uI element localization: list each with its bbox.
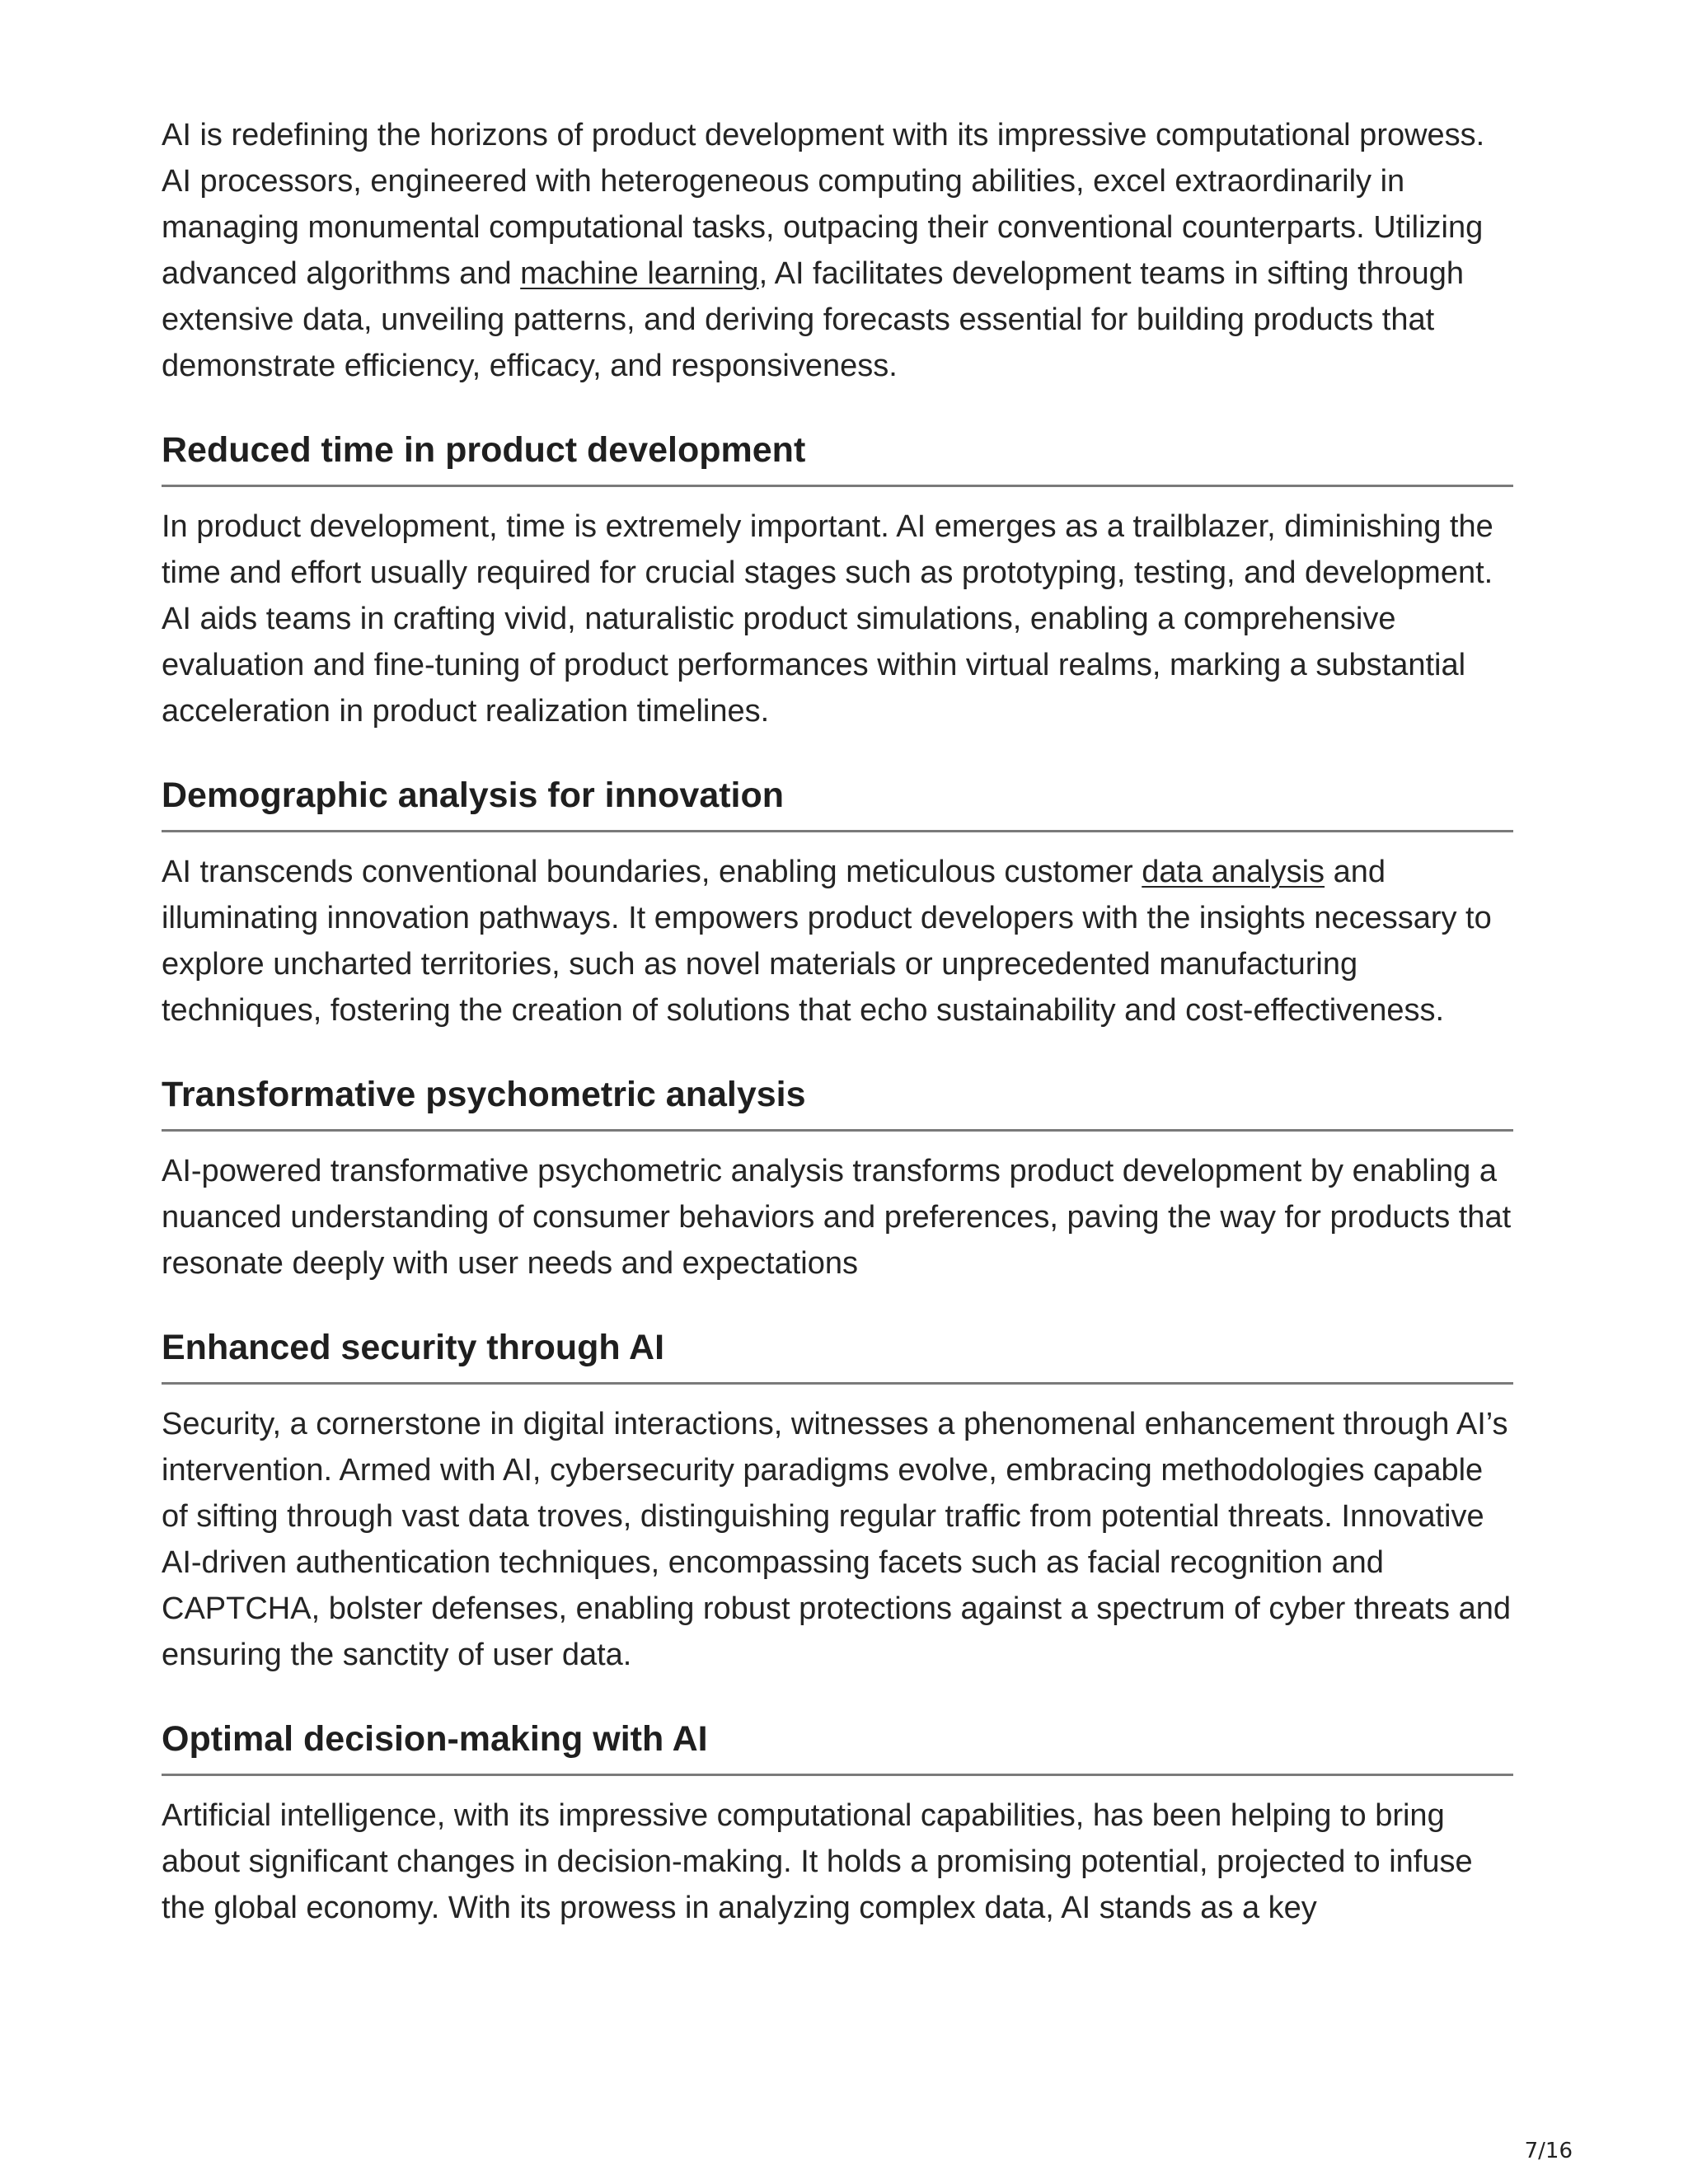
intro-text-end: , AI facilitates development teams in sifting through extensive data, unveiling patterns, and deriving forecasts essential for building products that demonstrate efficiency, efficacy, and responsiveness.: [162, 256, 1465, 383]
section-paragraph: Security, a cornerstone in digital interactions, witnesses a phenomenal enhancement through AI’s intervention. Armed with AI, cybersecurity paradigms evolve, embracing methodologies capable of sifting through vast data troves, distinguishing regular traffic from potential threats. Innovative AI-driven authentication techniques, encompassing facets such as facial recognition and CAPTCHA, bolster defenses, enabling robust protections against a spectrum of cyber threats and ensuring the sanctity of user data.: [162, 1407, 1511, 1672]
section-demographic-analysis: [162, 774, 1513, 1033]
section-heading: Enhanced security through AI: [162, 1326, 1513, 1385]
section-enhanced-security: [162, 1326, 1513, 1678]
section-paragraph: AI-powered transformative psychometric analysis transforms product development by enabling a nuanced understanding of consumer behaviors and preferences, paving the way for products that resonate deeply with user needs and expectations: [162, 1154, 1512, 1281]
intro-paragraph: [162, 112, 1513, 389]
section-heading: Demographic analysis for innovation: [162, 774, 1513, 832]
section-decision-making: [162, 1718, 1513, 1931]
section-reduced-time: [162, 429, 1513, 734]
section-paragraph: In product development, time is extremely important. AI emerges as a trailblazer, diminishing the time and effort usually required for crucial stages such as prototyping, testing, and development. AI aids teams in crafting vivid, naturalistic product simulations, enabling a comprehensive evaluation and fine-tuning of product performances within virtual realms, marking a substantial acceleration in product realization timelines.: [162, 509, 1493, 729]
article-content: [162, 112, 1513, 1931]
machine-learning-link[interactable]: machine learning: [520, 256, 759, 291]
section-heading: Optimal decision-making with AI: [162, 1718, 1513, 1776]
section-heading: Reduced time in product development: [162, 429, 1513, 487]
intro-text-start: AI is redefining the horizons of product development with its impressive computational prowess. AI processors, engineered with heterogeneous computing abilities, excel extraordinarily in managing monumental computational tasks, outpacing their conventional counterparts. Utilizing advanced algorithms and: [162, 118, 1485, 291]
paragraph-text-end: and illuminating innovation pathways. It empowers product developers with the insights necessary to explore uncharted territories, such as novel materials or unprecedented manufacturing techniques, fostering the creation of solutions that echo sustainability and cost-effectiveness.: [162, 855, 1492, 1028]
section-paragraph: [162, 849, 1513, 1033]
section-paragraph: Artificial intelligence, with its impressive computational capabilities, has been helping to bring about significant changes in decision-making. It holds a promising potential, projected to infuse the global economy. With its prowess in analyzing complex data, AI stands as a key: [162, 1798, 1473, 1925]
section-heading: Transformative psychometric analysis: [162, 1073, 1513, 1132]
section-psychometric-analysis: [162, 1073, 1513, 1286]
page-number: 7/16: [1524, 2139, 1573, 2163]
data-analysis-link[interactable]: data analysis: [1142, 855, 1325, 889]
paragraph-text-start: AI transcends conventional boundaries, enabling meticulous customer: [162, 855, 1142, 889]
